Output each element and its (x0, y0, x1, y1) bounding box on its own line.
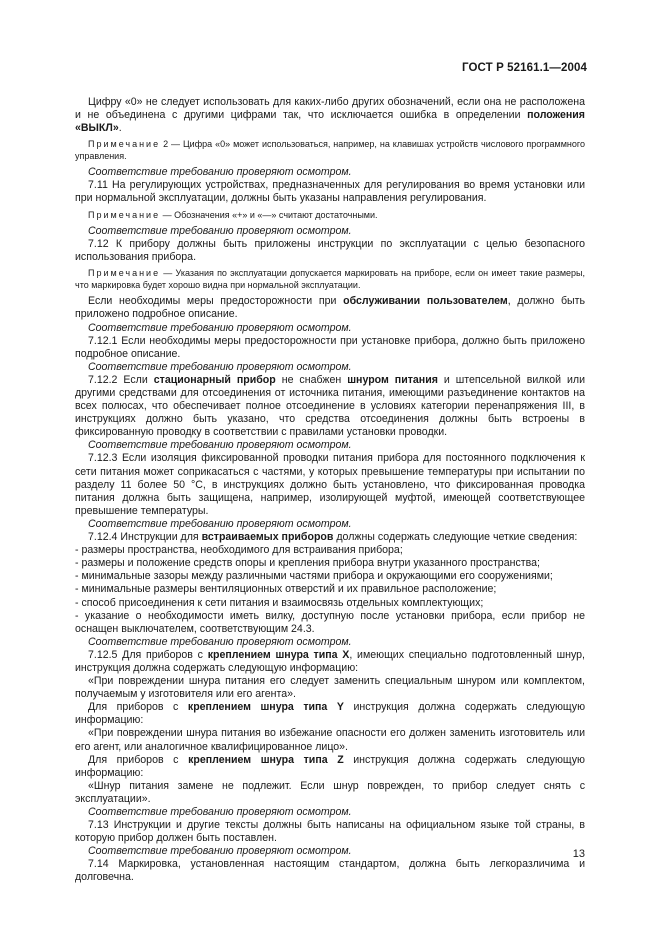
paragraph-user-maintenance (75, 295, 585, 321)
paragraph-zero-digit (75, 96, 585, 135)
paragraph-7-14: 7.14 Маркировка, установленная настоящим стандартом, должна быть легкоразличима и долговечна. (75, 858, 585, 884)
note-label: Примечание (88, 268, 161, 279)
text-span: Для приборов с (88, 753, 189, 766)
list-item: - минимальные размеры вентиляционных отверстий и их правильное расположение; (75, 583, 497, 596)
text-span: и штепсельной вилкой или другими средствами для отсоединения от источника питания, имеющими разъединение контактов на всех полюсах, что обеспечивает полное отсоединение в условиях категории перенапряжения III, в инструкциях должно быть указано, что средства отсоединения должны быть встроены в фиксированную проводку в соответствии с правилами установки проводки. (75, 373, 586, 439)
paragraph-7-12-2 (75, 374, 585, 439)
term-bold: стационарный прибор (153, 373, 276, 386)
check-text: Соответствие требованию проверяют осмотром. (88, 225, 352, 238)
list-item: - размеры и положение средств опоры и крепления прибора внутри указанного пространства; (75, 557, 540, 570)
text-span: 7.12.2 Если (88, 373, 154, 386)
quote-type-z: «Шнур питания замене не подлежит. Если шнур поврежден, то прибор следует снять с эксплуатации». (75, 779, 585, 805)
document-body (75, 96, 585, 885)
text-span: , должно быть приложено подробное описание. (75, 295, 585, 321)
text-span: инструкция должна содержать следующую информацию: (75, 701, 586, 727)
note-text: 2 — Цифра «0» может использоваться, например, на клавишах устройств числового программного управления. (75, 139, 585, 161)
term-bold: положения «ВЫКЛ» (75, 109, 585, 135)
page-number: 13 (572, 848, 585, 860)
note-text: — Указания по эксплуатации допускается маркировать на приборе, если он имеет такие размеры, что маркировка будет хорошо видна при нормальной эксплуатации. (75, 268, 585, 290)
note-label: Примечание (88, 209, 161, 220)
text-span: , имеющих специально подготовленный шнур, инструкция должна содержать следующую информацию: (75, 648, 585, 674)
list-item: - указание о необходимости иметь вилку, доступную после установки прибора, если прибор не оснащен выключателем, соответствующим 24.3. (75, 609, 585, 635)
paragraph-7-12-4 (75, 531, 585, 544)
paragraph-7-12-5 (75, 649, 585, 675)
term-bold: шнуром питания (347, 373, 438, 386)
term-bold: обслуживании пользователем (343, 295, 508, 308)
check-text: Соответствие требованию проверяют осмотром. (88, 806, 352, 818)
text-span: . (118, 122, 122, 135)
term-bold: встраиваемых приборов (201, 531, 334, 544)
text-span: должны содержать следующие четкие сведения: (333, 531, 578, 544)
note-2 (75, 139, 585, 162)
text-span: 7.12.4 Инструкции для (88, 531, 202, 544)
quote-type-x: «При повреждении шнура питания его следует заменить специальным шнуром или комплектом, получаемым у изготовителя или его агента». (75, 675, 585, 701)
document-header: ГОСТ Р 52161.1—2004 (462, 62, 587, 74)
check-text: Соответствие требованию проверяют осмотром. (88, 166, 352, 179)
paragraph-7-12-1: 7.12.1 Если необходимы меры предосторожности при установке прибора, должно быть приложено подробное описание. (75, 334, 585, 360)
check-text: Соответствие требованию проверяют осмотром. (88, 360, 352, 373)
list-item: - способ присоединения к сети питания и взаимосвязь отдельных комплектующих; (75, 596, 484, 609)
text-span: инструкция должна содержать следующую информацию: (75, 753, 585, 779)
text-span: не снабжен (275, 373, 348, 386)
check-text: Соответствие требованию проверяют осмотром. (88, 439, 352, 452)
paragraph-type-y (75, 701, 585, 727)
text-span: Если необходимы меры предосторожности при (88, 295, 344, 308)
paragraph-type-z (75, 754, 585, 780)
list-item: - размеры пространства, необходимого для встраивания прибора; (75, 544, 403, 557)
list-item: - минимальные зазоры между различными частями прибора и окружающими его сооружениями; (75, 570, 553, 583)
check-text: Соответствие требованию проверяют осмотром. (88, 635, 352, 648)
note-text: — Обозначения «+» и «—» считают достаточными. (160, 209, 378, 220)
paragraph-7-13: 7.13 Инструкции и другие тексты должны быть написаны на официальном языке той страны, в которую прибор должен быть поставлен. (75, 819, 585, 845)
text-span: Цифру «0» не следует использовать для каких-либо других обозначений, если она не расположена и не объединена с другими цифрами так, что исключается ошибка в определении (75, 96, 585, 122)
paragraph-7-12-3: 7.12.3 Если изоляция фиксированной проводки питания прибора для постоянного подключения к сети питания может соприкасаться с частями, у которых превышение температуры при испытании по разделу 11 более 50 °С, в инструкциях должно быть установлено, что фиксированная проводка питания должна быть защищена, например, изолирующей муфтой, имеющей соответствующее превышение температуры. (75, 452, 585, 517)
check-text: Соответствие требованию проверяют осмотром. (88, 845, 352, 858)
text-span: 7.12.5 Для приборов с (88, 648, 208, 661)
note-label: Примечание (88, 139, 161, 150)
paragraph-7-11: 7.11 На регулирующих устройствах, предназначенных для регулирования во время установки или при нормальной эксплуатации, должны быть указаны направления регулирования. (75, 179, 585, 205)
check-text: Соответствие требованию проверяют осмотром. (88, 321, 352, 334)
term-bold: креплением шнура типа Z (188, 753, 344, 766)
check-text: Соответствие требованию проверяют осмотром. (88, 517, 352, 530)
term-bold: креплением шнура типа X (207, 648, 350, 661)
text-span: Для приборов с (88, 701, 188, 714)
note-7-11 (75, 210, 585, 222)
term-bold: креплением шнура типа Y (187, 701, 344, 714)
note-7-12 (75, 268, 585, 291)
paragraph-7-12: 7.12 К прибору должны быть приложены инструкции по эксплуатации с целью безопасного использования прибора. (75, 238, 585, 264)
quote-type-y: «При повреждении шнура питания во избежание опасности его должен заменить изготовитель или его агент, или аналогичное квалифицированное лицо». (75, 727, 585, 753)
